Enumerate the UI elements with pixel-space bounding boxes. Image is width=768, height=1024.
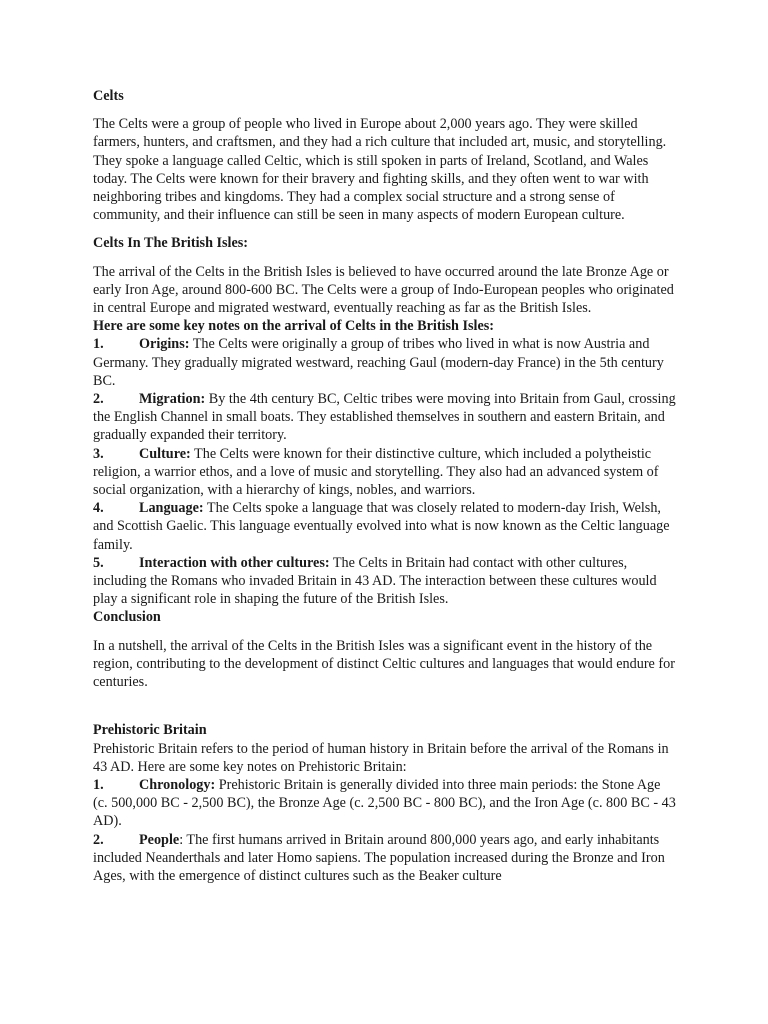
list-item-text: The Celts spoke a language that was closely related to modern-day Irish, Welsh, and Scottish Gaelic. This language eventually evolved into what is now known as the Celtic language family. — [93, 500, 670, 553]
list-item-number: 1. — [93, 776, 104, 793]
list-item-text: By the 4th century BC, Celtic tribes were moving into Britain from Gaul, crossing the English Channel in small boats. They established themselves in southern and eastern Britain, and gradually expanded their territory. — [93, 391, 676, 444]
list-item-text: The Celts in Britain had contact with other cultures, including the Romans who invaded Britain in 43 AD. The interaction between these cultures would play a significant role in shaping the future of the British Isles. — [93, 554, 657, 608]
list-item — [93, 445, 676, 500]
list-item-text: : The first humans arrived in Britain around 800,000 years ago, and early inhabitants included Neanderthals and later Homo sapiens. The population increased during the Bronze and Iron Ages, with the emergence of distinct cultures such as the Beaker culture — [93, 831, 665, 884]
list-item — [93, 335, 676, 390]
british-isles-list — [93, 335, 676, 608]
conclusion-paragraph: In a nutshell, the arrival of the Celts in the British Isles was a significant event in the history of the region, contributing to the development of distinct Celtic cultures and languages that would endure for centuries. — [93, 637, 675, 691]
list-item-term: Interaction with other cultures: — [139, 554, 330, 571]
british-isles-heading: Celts In The British Isles: — [93, 235, 249, 252]
list-item-text: The Celts were known for their distinctive culture, which included a polytheistic religion, a warrior ethos, and a love of music and storytelling. They also had an advanced system of social organization, with a hierarchy of kings, nobles, and warriors. — [93, 445, 659, 499]
british-isles-list-intro: Here are some key notes on the arrival of Celts in the British Isles: — [93, 318, 495, 335]
list-item — [93, 499, 676, 554]
prehistoric-list — [93, 776, 676, 885]
prehistoric-heading: Prehistoric Britain — [93, 722, 207, 739]
conclusion-heading: Conclusion — [93, 609, 161, 626]
list-item — [93, 831, 676, 886]
list-item-number: 1. — [93, 336, 104, 353]
list-item — [93, 776, 676, 831]
list-item-term: Language: — [139, 500, 204, 517]
list-item-term: Migration: — [139, 391, 206, 408]
list-item-text: The Celts were originally a group of tribes who lived in what is now Austria and Germany. They gradually migrated westward, reaching Gaul (modern-day France) in the 5th century BC. — [93, 336, 664, 389]
celts-heading: Celts — [93, 88, 124, 104]
british-isles-paragraph: The arrival of the Celts in the British Isles is believed to have occurred around the late Bronze Age or early Iron Age, around 800-600 BC. The Celts were a group of Indo-European peoples who originated in central Europe and migrated westward, eventually reaching as far as the British Isles. — [93, 263, 674, 317]
celts-paragraph: The Celts were a group of people who lived in Europe about 2,000 years ago. They were skilled farmers, hunters, and craftsmen, and they had a rich culture that included art, music, and storytelling. They spoke a language called Celtic, which is still spoken in parts of Ireland, Scotland, and Wales today. The Celts were known for their bravery and fighting skills, and they often went to war with neighboring tribes and kingdoms. They had a complex social structure and a strong sense of community, and their influence can still be seen in many aspects of modern European culture. — [93, 116, 667, 224]
list-item-number: 4. — [93, 500, 104, 517]
list-item-term: Origins: — [139, 336, 190, 353]
list-item-number: 2. — [93, 391, 104, 408]
list-item-number: 2. — [93, 831, 104, 848]
list-item-number: 5. — [93, 554, 104, 571]
prehistoric-paragraph: Prehistoric Britain refers to the period of human history in Britain before the arrival of the Romans in 43 AD. Here are some key notes on Prehistoric Britain: — [93, 740, 669, 775]
list-item — [93, 390, 676, 445]
list-item-number: 3. — [93, 445, 104, 462]
list-item-term: People — [139, 831, 180, 848]
list-item-text: Prehistoric Britain is generally divided into three main periods: the Stone Age (c. 500,000 BC - 2,500 BC), the Bronze Age (c. 2,500 BC - 800 BC), and the Iron Age (c. 800 BC - 43 AD). — [93, 776, 676, 830]
list-item-term: Chronology: — [139, 776, 216, 793]
list-item — [93, 554, 676, 609]
list-item-term: Culture: — [139, 445, 191, 462]
